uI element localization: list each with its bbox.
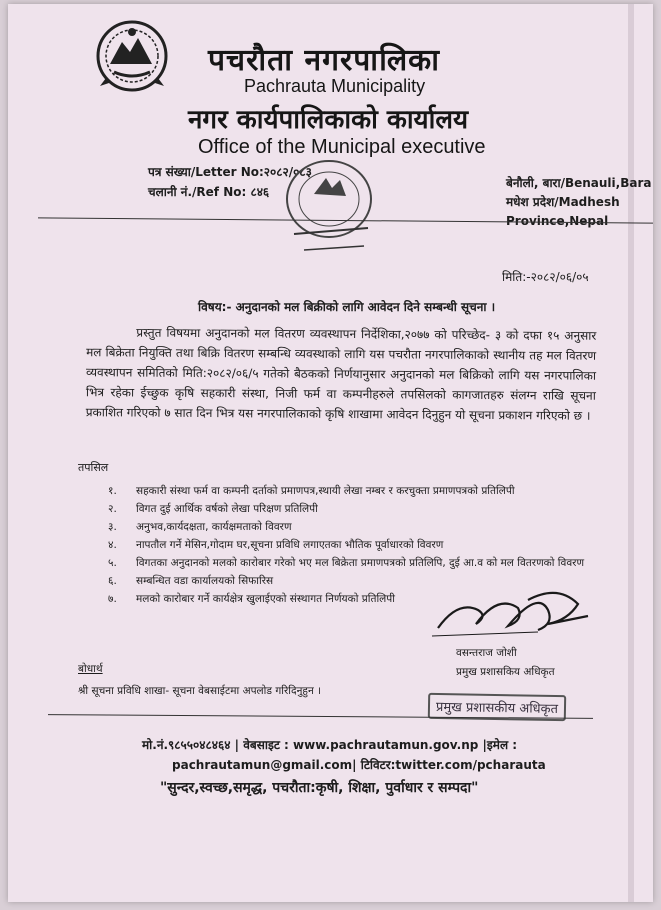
footer-email-twitter: pachrautamun@gmail.com| टिविटर:twitter.com/pcharauta [172,758,546,772]
address-line-3: Province,Nepal [506,214,609,228]
municipality-name-nepali: पचरौता नगरपालिका [208,43,440,78]
nepal-emblem-logo [92,16,172,94]
list-item: ४. नापतौल गर्ने मेसिन,गोदाम घर,सूचना प्रविधि लगाएतका भौतिक पूर्वाधारको विवरण [108,539,444,551]
office-name-nepali: नगर कार्यपालिकाको कार्यालय [188,105,469,135]
notice-subject: विषय:- अनुदानको मल बिक्रीको लागि आवेदन दिने सम्बन्धी सूचना । [198,300,496,314]
municipality-name-english: Pachrauta Municipality [244,76,426,96]
list-item: १. सहकारी संस्था फर्म वा कम्पनी दर्ताको प्रमाणपत्र,स्थायी लेखा नम्बर र करचुक्ता प्रमाणपत्रको प्रतिलिपी [108,485,515,497]
letter-number: पत्र संख्या/Letter No:२०८२/०८३ [148,165,312,179]
list-item: ३. अनुभव,कार्यदक्षता, कार्यक्षमताको विवरण [108,521,292,533]
office-stamp [274,154,384,254]
handwritten-signature [428,580,598,640]
chief-officer-stamp: प्रमुख प्रशासकीय अधिकृत [428,693,566,721]
notice-body: प्रस्तुत विषयमा अनुदानको मल वितरण व्यवस्थापन निर्देशिका,२०७७ को परिच्छेद- ३ को दफा १५ अनुसार मल बिक्रेता नियुक्ति तथा बिक्रि वितरण सम्बन्धि व्यवस्थाको लागि यस पचरौता नगरपालिकाको स्थानीय तह मल वितरण व्यवस्थापन समितिको मिति:२०८२/०६/५ गतेको बैठकको निर्णयानुसार अनुदानको मल बिक्रिको लागि यस नगरपालिका भित्र रहेका ईच्छुक कृषि सहकारी संस्था, निजी फर्म वा कम्पनीहरुले तपसिलको कागजातहरु संलग्न राखि सूचना प्रकाशित गरिएको ७ सात दिन भित्र यस नगरपालिकाको कृषि शाखामा आवेदन दिनुहुन यो सूचना प्रकाशन गरिएको छ । [85,325,597,423]
ref-number: चलानी नं./Ref No: ८४६ [148,185,270,199]
address-line-2: मधेश प्रदेश/Madhesh [506,195,620,209]
list-item: ५. विगतका अनुदानको मलको कारोबार गरेको भए मल बिक्रेता प्रमाणपत्रको प्रतिलिपि, दुई आ.व को मल वितरणको विवरण [108,557,585,569]
list-item: ६. सम्बन्धित वडा कार्यालयको सिफारिस [108,575,274,587]
signer-name: वसन्तराज जोशी [456,647,517,659]
office-name-english: Office of the Municipal executive [198,136,486,158]
bodharth-label: बोधार्थ [78,663,103,675]
document-page [8,4,653,902]
bodharth-line: श्री सूचना प्रविधि शाखा- सूचना वेबसाईटमा अपलोड गरिदिनुहुन । [78,685,322,697]
list-item: २. विगत दुई आर्थिक वर्षको लेखा परिक्षण प्रतिलिपी [108,503,318,515]
signer-title: प्रमुख प्रशासकिय अधिकृत [456,666,555,678]
tapasil-label: तपसिल [78,461,109,474]
signer-block [456,644,555,682]
scan-edge [628,4,634,902]
footer-contact: मो.नं.९८५५०४८४६४ | वेबसाइट : www.pachrautamun.gov.np |इमेल : [142,738,518,752]
notice-date: मिति:-२०८२/०६/०५ [502,270,589,284]
address-line-1: बेनौली, बारा/Benauli,Bara [506,176,652,190]
footer-slogan: "सुन्दर,स्वच्छ,समृद्ध, पचरौता:कृषी, शिक्षा, पुर्वाधार र सम्पदा" [160,780,479,796]
list-item: ७. मलको कारोबार गर्ने कार्यक्षेत्र खुलाईएको संस्थागत निर्णयको प्रतिलिपी [108,593,395,605]
